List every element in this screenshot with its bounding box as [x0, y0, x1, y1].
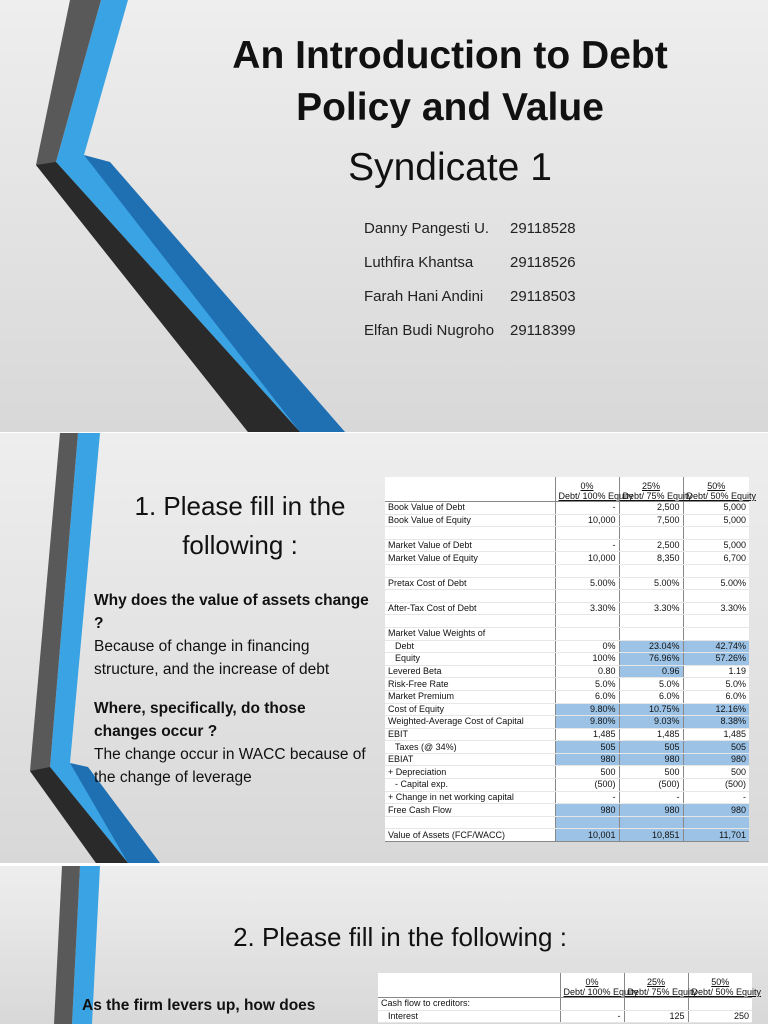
answer-text: The change occur in WACC because of the change of leverage	[94, 746, 366, 786]
row-label: Market Value Weights of	[385, 627, 555, 640]
table-cell: 23.04%	[619, 640, 683, 653]
row-label: + Change in net working capital	[385, 791, 555, 804]
table-cell: 9.80%	[555, 716, 619, 729]
table-cell: 6,700	[683, 552, 749, 565]
table-row	[385, 665, 749, 678]
row-label: Equity	[385, 653, 555, 666]
table-cell: 7,500	[619, 514, 683, 527]
table-cell: -	[555, 502, 619, 515]
table-cell: 10,000	[555, 552, 619, 565]
row-label	[385, 590, 555, 603]
table-row	[385, 690, 749, 703]
table-cell	[624, 998, 688, 1011]
table-row	[385, 552, 749, 565]
table-cell: 8,350	[619, 552, 683, 565]
table-cell: 250	[688, 1010, 752, 1023]
table-row	[385, 627, 749, 640]
table-cell: 5.0%	[619, 678, 683, 691]
row-label: Pretax Cost of Debt	[385, 577, 555, 590]
table-row	[385, 804, 749, 817]
row-label: EBIT	[385, 728, 555, 741]
table-cell: 5,000	[683, 514, 749, 527]
row-label: Book Value of Debt	[385, 502, 555, 515]
author-id: 29118503	[510, 288, 576, 305]
table-cell	[683, 564, 749, 577]
row-label: Levered Beta	[385, 665, 555, 678]
table-row	[385, 653, 749, 666]
question-text: Where, specifically, do those changes occur ?	[94, 700, 306, 740]
table-header-row	[378, 973, 752, 998]
table-cell: 505	[619, 741, 683, 754]
table-cell: 5.00%	[555, 577, 619, 590]
table-cell: 5.0%	[555, 678, 619, 691]
table-cell: -	[555, 791, 619, 804]
table-row	[385, 703, 749, 716]
table-cell: 2,500	[619, 502, 683, 515]
table-cell	[555, 564, 619, 577]
header-blank	[378, 973, 560, 998]
title-slide	[0, 0, 768, 432]
financial-table	[378, 973, 762, 1023]
row-label	[385, 816, 555, 829]
row-label: Value of Assets (FCF/WACC)	[385, 829, 555, 842]
table-row	[385, 829, 749, 842]
table-cell: 9.80%	[555, 703, 619, 716]
table-cell: 5.00%	[619, 577, 683, 590]
table-cell: (500)	[619, 779, 683, 792]
table-cell: -	[560, 1010, 624, 1023]
author-id: 29118526	[510, 254, 576, 271]
question-block-1	[82, 994, 372, 1017]
table-row	[385, 766, 749, 779]
column-header: 25% Debt/ 75% Equity	[624, 973, 688, 998]
header-blank	[385, 477, 555, 502]
table-cell	[683, 527, 749, 540]
table-cell: 10,001	[555, 829, 619, 842]
table-row	[385, 539, 749, 552]
table-cell	[619, 627, 683, 640]
table-cell	[555, 590, 619, 603]
column-header: 0% Debt/ 100% Equity	[560, 973, 624, 998]
table-cell: 980	[555, 804, 619, 817]
table-cell: 0%	[555, 640, 619, 653]
table-cell: (500)	[555, 779, 619, 792]
row-label: Debt	[385, 640, 555, 653]
table-row	[385, 602, 749, 615]
row-label: Cost of Equity	[385, 703, 555, 716]
question-text: As the firm levers up, how does	[82, 997, 316, 1014]
table-cell: 5.0%	[683, 678, 749, 691]
table-row	[385, 590, 749, 603]
row-label: - Capital exp.	[385, 779, 555, 792]
table-cell: 76.96%	[619, 653, 683, 666]
slide-title: 1. Please fill in the following :	[134, 491, 346, 560]
table-row	[385, 577, 749, 590]
author-name: Farah Hani Andini	[364, 288, 484, 305]
slide-subtitle: Syndicate 1	[348, 146, 552, 189]
row-label	[385, 615, 555, 628]
table-cell: 500	[555, 766, 619, 779]
table-cell: 505	[683, 741, 749, 754]
table-cell: 12.16%	[683, 703, 749, 716]
table-cell: 1.19	[683, 665, 749, 678]
table-row	[385, 678, 749, 691]
question-slide-1	[0, 433, 768, 863]
table-cell: 8.38%	[683, 716, 749, 729]
table-cell	[619, 816, 683, 829]
table-cell: 9.03%	[619, 716, 683, 729]
column-header: 50% Debt/ 50% Equity	[688, 973, 752, 998]
table-cell: 3.30%	[555, 602, 619, 615]
table-cell: 505	[555, 741, 619, 754]
table-cell	[683, 627, 749, 640]
table-row	[385, 741, 749, 754]
author-id: 29118399	[510, 322, 576, 339]
table-cell: 0.80	[555, 665, 619, 678]
table-row	[378, 998, 752, 1011]
table-cell	[619, 527, 683, 540]
table-cell: 10.75%	[619, 703, 683, 716]
table-cell: 10,851	[619, 829, 683, 842]
table-cell	[619, 590, 683, 603]
column-header: 50% Debt/ 50% Equity	[683, 477, 749, 502]
table-cell: 6.0%	[619, 690, 683, 703]
table-cell: 2,500	[619, 539, 683, 552]
table-cell: 125	[624, 1010, 688, 1023]
table-cell: (500)	[683, 779, 749, 792]
table-cell: 980	[683, 753, 749, 766]
row-label: EBIAT	[385, 753, 555, 766]
table-cell	[683, 615, 749, 628]
table-cell	[688, 998, 752, 1011]
table-cell: 6.0%	[555, 690, 619, 703]
slide-title: 2. Please fill in the following :	[233, 922, 567, 952]
table-cell: 0.96	[619, 665, 683, 678]
table-row	[385, 791, 749, 804]
row-label	[385, 527, 555, 540]
table-row	[385, 527, 749, 540]
author-name: Elfan Budi Nugroho	[364, 322, 495, 339]
question-slide-2	[0, 866, 768, 1024]
table-cell: 57.26%	[683, 653, 749, 666]
table-row	[385, 716, 749, 729]
row-label: After-Tax Cost of Debt	[385, 602, 555, 615]
column-header: 0% Debt/ 100% Equity	[555, 477, 619, 502]
row-label: Cash flow to creditors:	[378, 998, 560, 1011]
table-cell: 1,485	[619, 728, 683, 741]
table-row	[378, 1010, 752, 1023]
row-label: Free Cash Flow	[385, 804, 555, 817]
table-cell: -	[619, 791, 683, 804]
column-header: 25% Debt/ 75% Equity	[619, 477, 683, 502]
table-row	[385, 564, 749, 577]
row-label: Interest	[378, 1010, 560, 1023]
table-cell: 1,485	[683, 728, 749, 741]
table-cell: 980	[619, 804, 683, 817]
table-cell	[619, 564, 683, 577]
table-cell	[619, 615, 683, 628]
table-cell: 5.00%	[683, 577, 749, 590]
row-label: Market Value of Debt	[385, 539, 555, 552]
table-cell	[555, 527, 619, 540]
author-name: Danny Pangesti U.	[364, 220, 490, 237]
table-row	[385, 779, 749, 792]
table-cell: 5,000	[683, 502, 749, 515]
table-cell: 11,701	[683, 829, 749, 842]
row-label: Taxes (@ 34%)	[385, 741, 555, 754]
table-cell: -	[555, 539, 619, 552]
question-block-2	[94, 697, 369, 789]
row-label: Market Value of Equity	[385, 552, 555, 565]
table-cell	[555, 627, 619, 640]
financial-table	[385, 477, 757, 842]
table-cell: 980	[555, 753, 619, 766]
table-row	[385, 728, 749, 741]
question-text: Why does the value of assets change ?	[94, 592, 369, 632]
table-cell	[560, 998, 624, 1011]
table-row	[385, 816, 749, 829]
table-cell: 100%	[555, 653, 619, 666]
table-cell	[555, 615, 619, 628]
table-cell: 10,000	[555, 514, 619, 527]
row-label: Weighted-Average Cost of Capital	[385, 716, 555, 729]
row-label: Book Value of Equity	[385, 514, 555, 527]
slide-title: An Introduction to Debt Policy and Value	[232, 34, 668, 129]
row-label: Market Premium	[385, 690, 555, 703]
table-cell: 3.30%	[619, 602, 683, 615]
table-cell: 42.74%	[683, 640, 749, 653]
author-id: 29118528	[510, 220, 576, 237]
table-cell: 6.0%	[683, 690, 749, 703]
table-row	[385, 640, 749, 653]
table-cell: 500	[683, 766, 749, 779]
table-cell: 980	[619, 753, 683, 766]
table-cell	[683, 590, 749, 603]
table-row	[385, 753, 749, 766]
author-name: Luthfira Khantsa	[364, 254, 474, 271]
table-header-row	[385, 477, 749, 502]
table-cell: 500	[619, 766, 683, 779]
table-cell: 1,485	[555, 728, 619, 741]
table-cell: 5,000	[683, 539, 749, 552]
table-cell: 3.30%	[683, 602, 749, 615]
row-label	[385, 564, 555, 577]
table-row	[385, 514, 749, 527]
table-cell: -	[683, 791, 749, 804]
row-label: Risk-Free Rate	[385, 678, 555, 691]
table-cell	[683, 816, 749, 829]
table-cell	[555, 816, 619, 829]
answer-text: Because of change in financing structure, and the increase of debt	[94, 638, 330, 678]
question-block-1	[94, 589, 369, 681]
row-label: + Depreciation	[385, 766, 555, 779]
table-cell: 980	[683, 804, 749, 817]
table-row	[385, 502, 749, 515]
table-row	[385, 615, 749, 628]
